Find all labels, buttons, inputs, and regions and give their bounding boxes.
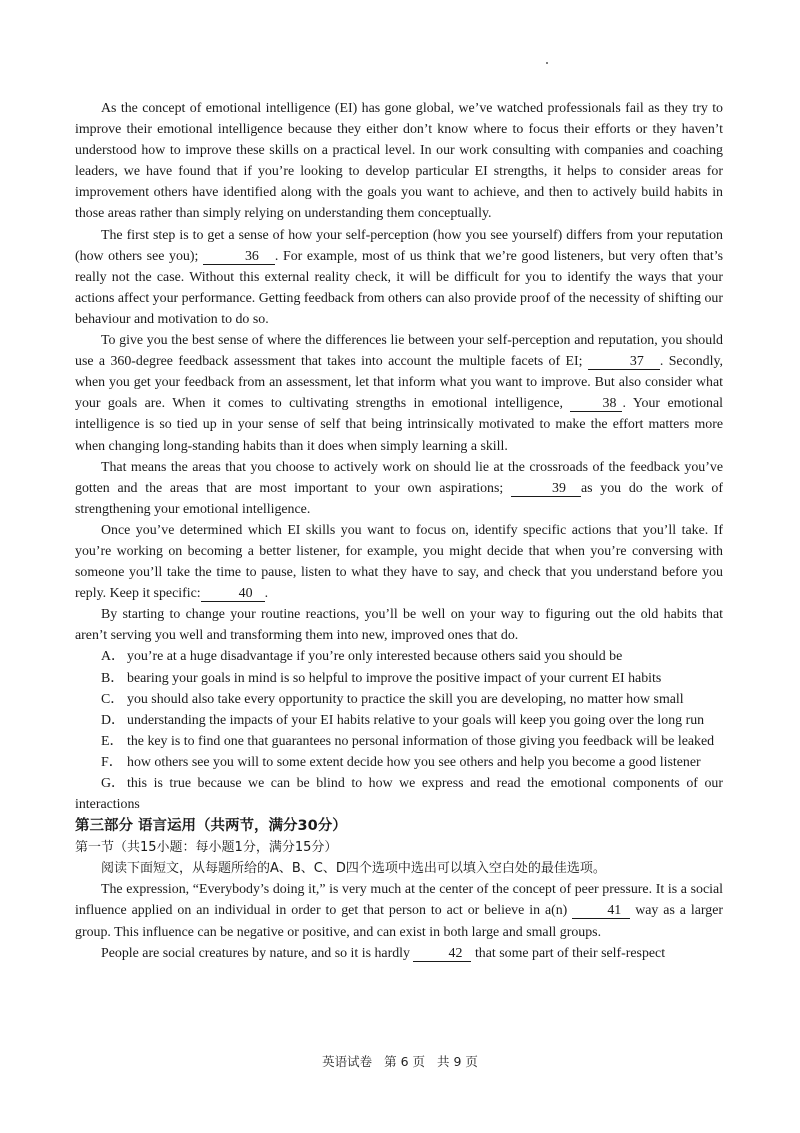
footer-total-pages: 共 9 页 xyxy=(436,1054,478,1069)
blank-39: 39 xyxy=(511,481,581,497)
paragraph-text: People are social creatures by nature, and so it is hardly xyxy=(101,945,410,961)
paragraph-text: Once you’ve determined which EI skills you want to focus on, identify specific actions that you’ll take. If you’re working on becoming a better listener, for example, you might decide that when you’re conversing with someone you’ll take the time to pause, listen to what they have to say, and check that you understand before you reply. Keep it specific: xyxy=(75,522,723,602)
option-a xyxy=(75,646,723,667)
paragraph-text: . For example, most of us think that we’re good listeners, but very often that’s really not the case. Without this external reality check, it will be difficult for you to identify the ways that your actions affect your performance. Getting feedback from others can also provide proof of the necessity of shifting our behaviour and motivation to do so. xyxy=(75,248,723,327)
section-heading: 第三部分 语言运用（共两节，满分30分） xyxy=(75,818,347,835)
option-text: how others see you will to some extent decide how you see others and help you become a good listener xyxy=(127,754,701,770)
option-text: this is true because we can be blind to how we express and read the emotional components of our interactions xyxy=(75,776,723,813)
paragraph-text: The expression, “Everybody’s doing it,” is very much at the center of the concept of peer pressure. It is a social influence applied on an individual in order to get that person to act or believe in a(n) xyxy=(75,882,723,919)
blank-42: 42 xyxy=(413,946,471,962)
blank-37: 37 xyxy=(588,354,660,370)
option-b xyxy=(75,668,723,689)
blank-36: 36 xyxy=(203,249,275,265)
option-g xyxy=(75,773,723,815)
paragraph-text: . xyxy=(264,586,269,602)
paragraph-text: that some part of their self-respect xyxy=(474,945,666,961)
paragraph-text: . Secondly, when you get your feedback from an assessment, let that inform what you want to improve. But also consider what your goals are. When it comes to cultivating strengths in emotional intelligence, xyxy=(75,354,723,412)
footer-page-number: 第 6 页 xyxy=(384,1054,425,1069)
blank-40: 40 xyxy=(201,586,265,602)
option-text: you should also take every opportunity to practice the skill you are developing, no matter how small xyxy=(127,691,684,707)
page-footer xyxy=(0,1052,800,1070)
cloze-paragraph-1 xyxy=(75,879,723,942)
paragraph-text: as you do the work of strengthening your emotional intelligence. xyxy=(75,480,723,517)
passage-paragraph-1 xyxy=(75,98,723,225)
option-letter: F． xyxy=(101,754,123,770)
paragraph-text: As the concept of emotional intelligence (EI) has gone global, we’ve watched professionals fail as they try to improve their emotional intelligence because they either don’t know where to focus their efforts or they haven’t understood how to improve these skills on a practical level. In our work consulting with companies and coaching leaders, we have found that if you’re looking to develop particular EI strengths, it helps to consider areas for improvement others have identified along with the goals you want to achieve, and then to actively build habits in those areas rather than simply relying on understanding them conceptually. xyxy=(75,101,723,222)
option-letter: D． xyxy=(101,712,125,728)
option-e xyxy=(75,731,723,752)
paragraph-text: To give you the best sense of where the differences lie between your self-perception and reputation, you should use a 360-degree feedback assessment that takes into account the multiple facets of EI; xyxy=(75,333,723,370)
blank-38: 38 xyxy=(570,396,622,412)
footer-subject: 英语试卷 xyxy=(322,1054,373,1069)
paragraph-text: . Your emotional intelligence is so tied up in your sense of self that being intrinsically motivated to make the effort matters more when changing long-standing habits than it does when simply learning a skill. xyxy=(75,396,723,454)
option-letter: C． xyxy=(101,691,125,707)
passage-paragraph-6 xyxy=(75,604,723,646)
option-letter: B． xyxy=(101,670,125,686)
passage-paragraph-3 xyxy=(75,330,723,457)
option-text: the key is to find one that guarantees no personal information of those giving you feedback will be leaked xyxy=(127,733,715,749)
paragraph-text: That means the areas that you choose to actively work on should lie at the crossroads of the feedback you’ve gotten and the areas that are most important to your own aspirations; xyxy=(75,459,723,496)
passage-paragraph-5 xyxy=(75,520,723,604)
paragraph-text: By starting to change your routine reactions, you’ll be well on your way to figuring out the old habits that aren’t serving you well and transforming them into new, improved ones that do. xyxy=(75,607,723,644)
section-instruction: 阅读下面短文，从每题所给的A、B、C、D四个选项中选出可以填入空白处的最佳选项。 xyxy=(101,861,606,877)
passage-paragraph-4 xyxy=(75,457,723,520)
option-letter: E． xyxy=(101,733,124,749)
reading-section xyxy=(75,98,723,964)
paragraph-text: The first step is to get a sense of how your self-perception (how you see yourself) differs from your reputation (how others see you); xyxy=(75,227,723,264)
option-letter: A． xyxy=(101,649,125,665)
option-text: bearing your goals in mind is so helpful to improve the positive impact of your current EI habits xyxy=(127,670,662,686)
option-c xyxy=(75,689,723,710)
option-letter: G． xyxy=(101,776,125,791)
blank-41: 41 xyxy=(572,903,630,919)
option-d xyxy=(75,710,723,731)
passage-paragraph-2 xyxy=(75,225,723,330)
paragraph-text: way as a larger group. This influence can be negative or positive, and can exist in both large and small groups. xyxy=(75,903,723,940)
option-text: you’re at a huge disadvantage if you’re only interested because others said you should be xyxy=(127,649,623,665)
option-f xyxy=(75,752,723,773)
section-subheading: 第一节（共15小题：每小题1分，满分15分） xyxy=(75,840,338,856)
option-text: understanding the impacts of your EI habits relative to your goals will keep you going over the long run xyxy=(127,712,705,728)
cloze-paragraph-2 xyxy=(75,943,723,964)
scan-dot xyxy=(546,62,548,64)
